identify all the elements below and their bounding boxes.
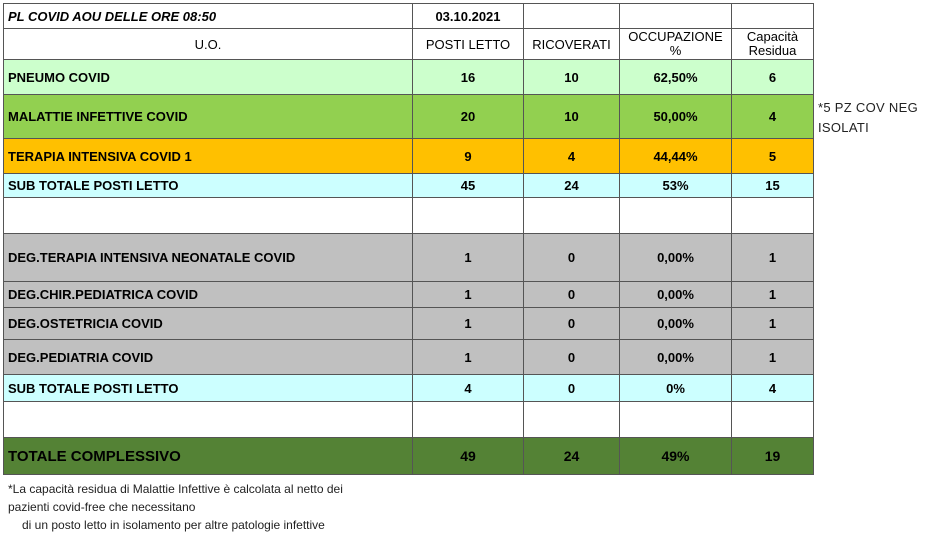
row-ricoverati: 24	[524, 174, 620, 198]
row-ricoverati: 10	[524, 60, 620, 95]
row-posti: 1	[413, 234, 524, 282]
row-ricoverati: 0	[524, 340, 620, 375]
table-row	[4, 139, 814, 174]
col-header-occupazione: OCCUPAZIONE %	[620, 29, 732, 60]
side-note-line: *5 PZ COV NEG	[818, 100, 918, 115]
footnote-line: pazienti covid-free che necessitano	[8, 500, 196, 514]
row-capacita: 15	[732, 174, 814, 198]
row-capacita: 6	[732, 60, 814, 95]
empty-row	[4, 402, 814, 438]
row-posti: 4	[413, 375, 524, 402]
side-note-line: ISOLATI	[818, 120, 869, 135]
row-occupazione: 53%	[620, 174, 732, 198]
empty-row	[4, 198, 814, 234]
table-row	[4, 95, 814, 139]
report-date: 03.10.2021	[413, 4, 524, 29]
row-posti: 49	[413, 438, 524, 475]
row-label: TOTALE COMPLESSIVO	[4, 438, 413, 475]
row-label: DEG.OSTETRICIA COVID	[4, 308, 413, 340]
col-header-capacita: Capacità Residua	[732, 29, 814, 60]
col-header-posti-letto: POSTI LETTO	[413, 29, 524, 60]
row-posti: 20	[413, 95, 524, 139]
total-row	[4, 438, 814, 475]
row-label: DEG.PEDIATRIA COVID	[4, 340, 413, 375]
row-ricoverati: 0	[524, 308, 620, 340]
report-title: PL COVID AOU DELLE ORE 08:50	[4, 4, 413, 29]
row-label: DEG.TERAPIA INTENSIVA NEONATALE COVID	[4, 234, 413, 282]
title-row	[4, 4, 814, 29]
row-posti: 9	[413, 139, 524, 174]
side-note	[818, 98, 918, 138]
row-capacita: 1	[732, 282, 814, 308]
footnote	[8, 480, 343, 534]
row-occupazione: 0%	[620, 375, 732, 402]
row-occupazione: 44,44%	[620, 139, 732, 174]
row-capacita: 1	[732, 340, 814, 375]
row-ricoverati: 0	[524, 234, 620, 282]
row-capacita: 4	[732, 375, 814, 402]
covid-beds-table	[3, 3, 814, 475]
row-occupazione: 0,00%	[620, 234, 732, 282]
row-ricoverati: 24	[524, 438, 620, 475]
row-capacita: 1	[732, 308, 814, 340]
row-occupazione: 0,00%	[620, 340, 732, 375]
row-posti: 1	[413, 340, 524, 375]
row-ricoverati: 10	[524, 95, 620, 139]
row-occupazione: 0,00%	[620, 282, 732, 308]
row-capacita: 4	[732, 95, 814, 139]
table-row	[4, 308, 814, 340]
row-posti: 45	[413, 174, 524, 198]
row-occupazione: 50,00%	[620, 95, 732, 139]
row-ricoverati: 0	[524, 282, 620, 308]
row-capacita: 1	[732, 234, 814, 282]
row-posti: 16	[413, 60, 524, 95]
row-ricoverati: 4	[524, 139, 620, 174]
footnote-line: *La capacità residua di Malattie Infettive è calcolata al netto dei	[8, 482, 343, 496]
row-posti: 1	[413, 308, 524, 340]
col-header-uo: U.O.	[4, 29, 413, 60]
row-label: MALATTIE INFETTIVE COVID	[4, 95, 413, 139]
row-posti: 1	[413, 282, 524, 308]
row-label: SUB TOTALE POSTI LETTO	[4, 375, 413, 402]
header-row	[4, 29, 814, 60]
row-label: DEG.CHIR.PEDIATRICA COVID	[4, 282, 413, 308]
table-row	[4, 234, 814, 282]
row-occupazione: 49%	[620, 438, 732, 475]
row-ricoverati: 0	[524, 375, 620, 402]
row-label: SUB TOTALE POSTI LETTO	[4, 174, 413, 198]
row-label: PNEUMO COVID	[4, 60, 413, 95]
subtotal-row	[4, 375, 814, 402]
table-row	[4, 340, 814, 375]
row-label: TERAPIA INTENSIVA COVID 1	[4, 139, 413, 174]
row-occupazione: 0,00%	[620, 308, 732, 340]
subtotal-row	[4, 174, 814, 198]
col-header-ricoverati: RICOVERATI	[524, 29, 620, 60]
row-occupazione: 62,50%	[620, 60, 732, 95]
table-row	[4, 282, 814, 308]
row-capacita: 19	[732, 438, 814, 475]
row-capacita: 5	[732, 139, 814, 174]
footnote-line: di un posto letto in isolamento per altre patologie infettive	[22, 518, 325, 532]
table-row	[4, 60, 814, 95]
